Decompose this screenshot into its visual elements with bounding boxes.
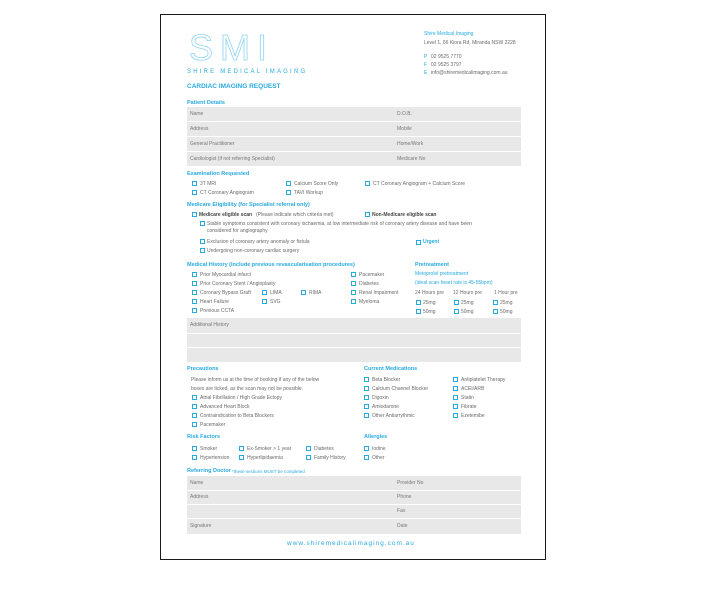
- history-checkbox[interactable]: [192, 290, 197, 295]
- additional-history-label: Additional History: [190, 322, 229, 328]
- medication-label: Antiplatelet Therapy: [461, 377, 506, 383]
- history-label: Heart Failure: [200, 299, 229, 305]
- metoprolol-note: (ideal scan heart rate is 45-55bpm): [415, 280, 493, 286]
- patient-details-heading: Patient Details: [187, 100, 225, 106]
- dose-checkbox[interactable]: [493, 309, 498, 314]
- history-label: Diabetes: [359, 281, 379, 287]
- history-checkbox[interactable]: [351, 272, 356, 277]
- history-label: Prior Myocardial infarct: [200, 272, 252, 278]
- urgent-label: Urgent: [423, 239, 440, 245]
- dose-label: 25mg: [461, 300, 474, 306]
- medication-checkbox[interactable]: [453, 386, 458, 391]
- graft-rima-label: RIMA: [309, 290, 322, 296]
- request-form-sheet: [160, 14, 546, 560]
- risk-label: Diabetes: [314, 446, 334, 452]
- medicare-eligible-checkbox[interactable]: [192, 212, 197, 217]
- doctor-fax-field[interactable]: Fax: [397, 508, 406, 514]
- risk-checkbox[interactable]: [306, 446, 311, 451]
- allergy-checkbox[interactable]: [364, 446, 369, 451]
- dose-checkbox[interactable]: [454, 309, 459, 314]
- allergy-label: Other: [372, 455, 385, 461]
- fax-label: F: [424, 62, 428, 68]
- urgent-checkbox[interactable]: [416, 240, 421, 245]
- medication-label: Beta Blocker: [372, 377, 401, 383]
- doctor-phone-field[interactable]: Phone: [397, 494, 412, 500]
- criteria-surgery-label: Undergoing non-coronary cardiac surgery: [207, 248, 300, 254]
- history-checkbox[interactable]: [351, 281, 356, 286]
- precaution-checkbox[interactable]: [192, 404, 197, 409]
- provider-no-field[interactable]: Provider No: [397, 480, 424, 486]
- exam-ctca-calcium-checkbox[interactable]: [365, 181, 370, 186]
- allergy-label: Iodine: [372, 446, 386, 452]
- medication-checkbox[interactable]: [364, 404, 369, 409]
- precaution-label: Pacemaker: [200, 422, 226, 428]
- precaution-label: Contraindication to Beta Blockers: [200, 413, 274, 419]
- risk-label: Hypertension: [200, 455, 230, 461]
- precautions-heading: Precautions: [187, 366, 219, 372]
- dob-field[interactable]: D.O.B.: [397, 111, 413, 117]
- fax-value: 02 9525 3797: [431, 62, 462, 68]
- risk-checkbox[interactable]: [192, 455, 197, 460]
- history-checkbox[interactable]: [192, 308, 197, 313]
- medication-label: ACEI/ARB: [461, 386, 485, 392]
- medication-checkbox[interactable]: [453, 404, 458, 409]
- phone-label: P: [424, 54, 428, 60]
- dose-checkbox[interactable]: [416, 309, 421, 314]
- history-checkbox[interactable]: [192, 281, 197, 286]
- precaution-checkbox[interactable]: [192, 413, 197, 418]
- criteria-stable-label: Stable symptoms consistent with coronary ischaemia, at low intermediate risk of coronary artery disease and have been: [207, 221, 472, 227]
- exam-label: 3T MRI: [200, 181, 217, 187]
- graft-lima-checkbox[interactable]: [262, 290, 267, 295]
- pre-12h-label: 12 Hours pre: [453, 290, 482, 296]
- medication-label: Statin: [461, 395, 474, 401]
- address-field[interactable]: Address: [190, 126, 209, 132]
- medication-checkbox[interactable]: [364, 377, 369, 382]
- medication-label: Ezetemibe: [461, 413, 485, 419]
- referring-note: *these sections MUST be completed: [232, 469, 305, 474]
- medications-heading: Current Medications: [364, 366, 418, 372]
- medication-checkbox[interactable]: [364, 395, 369, 400]
- criteria-stable-label-2: considered for angiography: [207, 228, 268, 234]
- precautions-intro-2: boxes are ticked, as the scan may not be possible.: [191, 386, 304, 392]
- referring-heading: Referring Doctor: [187, 468, 231, 474]
- medicare-eligible-note: (Please indicate which criteria met): [256, 212, 334, 218]
- dose-label: 50mg: [500, 309, 513, 315]
- dose-checkbox[interactable]: [454, 300, 459, 305]
- email-value[interactable]: info@shiremedicalimaging.com.au: [431, 70, 508, 76]
- medication-label: Amiodarone: [372, 404, 399, 410]
- history-label: Prior Coronary Stent / Angioplasty: [200, 281, 276, 287]
- medicare-no-field[interactable]: Medicare No: [397, 156, 426, 162]
- email-label: E: [424, 70, 428, 76]
- exam-ctca-checkbox[interactable]: [192, 190, 197, 195]
- mobile-field[interactable]: Mobile: [397, 126, 412, 132]
- medication-checkbox[interactable]: [364, 413, 369, 418]
- medication-label: Fibrate: [461, 404, 477, 410]
- graft-svg-checkbox[interactable]: [262, 299, 267, 304]
- name-field[interactable]: Name: [190, 111, 204, 117]
- metoprolol-label: Metoprolol pretreatment: [415, 271, 469, 277]
- history-label: Previous CCTA: [200, 308, 235, 314]
- history-label: Pacemaker: [359, 272, 385, 278]
- doctor-address-field[interactable]: Address: [190, 494, 209, 500]
- medication-checkbox[interactable]: [364, 386, 369, 391]
- medicare-eligible-label: Medicare eligible scan: [199, 212, 253, 218]
- risk-heading: Risk Factors: [187, 434, 221, 440]
- medication-label: Other Antiarrythmic: [372, 413, 415, 419]
- risk-label: Smoker: [200, 446, 218, 452]
- medication-label: Digoxin: [372, 395, 389, 401]
- risk-label: Family History: [314, 455, 346, 461]
- history-checkbox[interactable]: [351, 299, 356, 304]
- allergies-heading: Allergies: [364, 434, 388, 440]
- medication-label: Calcium Channel Blocker: [372, 386, 429, 392]
- risk-checkbox[interactable]: [192, 446, 197, 451]
- risk-label: Hyperlipidaemia: [247, 455, 283, 461]
- risk-checkbox[interactable]: [239, 455, 244, 460]
- risk-checkbox[interactable]: [306, 455, 311, 460]
- company-address: Level 1, 66 Kiora Rd, Miranda NSW 2228: [424, 40, 516, 46]
- criteria-stable-checkbox[interactable]: [200, 221, 205, 226]
- doctor-name-field[interactable]: Name: [190, 480, 204, 486]
- risk-label: Ex-Smoker > 1 year: [247, 446, 292, 452]
- exam-label: CT Coronary Angiogram: [200, 190, 254, 196]
- graft-lima-label: LIMA: [270, 290, 282, 296]
- precaution-label: Advanced Heart Block: [200, 404, 250, 410]
- precaution-checkbox[interactable]: [192, 422, 197, 427]
- history-heading: Medical History (include previous revascularisation procedures): [187, 262, 355, 268]
- history-label: Coronary Bypass Graft: [200, 290, 251, 296]
- logo-name: SHIRE MEDICAL IMAGING: [187, 69, 308, 75]
- non-medicare-checkbox[interactable]: [365, 212, 370, 217]
- medication-checkbox[interactable]: [453, 377, 458, 382]
- allergy-checkbox[interactable]: [364, 455, 369, 460]
- exam-3t-mri-checkbox[interactable]: [192, 181, 197, 186]
- exam-label: TAVI Workup: [294, 190, 323, 196]
- history-checkbox[interactable]: [192, 299, 197, 304]
- cardiologist-field[interactable]: Cardiologist (if not referring Specialist): [190, 156, 275, 162]
- pre-1h-label: 1 Hour pre: [494, 290, 518, 296]
- company-name: Shire Medical Imaging: [424, 31, 474, 37]
- dose-checkbox[interactable]: [416, 300, 421, 305]
- history-label: Renal Impairment: [359, 290, 399, 296]
- graft-rima-checkbox[interactable]: [301, 290, 306, 295]
- dose-checkbox[interactable]: [493, 300, 498, 305]
- criteria-anomaly-label: Exclusion of coronary artery anomaly or fistula: [207, 239, 310, 245]
- risk-checkbox[interactable]: [239, 446, 244, 451]
- precautions-intro: Please inform us at the time of booking if any of the below: [191, 377, 320, 383]
- pretreatment-heading: Pretreatment: [415, 262, 449, 268]
- dose-label: 25mg: [423, 300, 436, 306]
- smi-logo-icon: SMI: [189, 27, 275, 68]
- date-field[interactable]: Date: [397, 523, 408, 529]
- precaution-label: Atrial Fibrillation / High Grade Ectopy: [200, 395, 282, 401]
- eligibility-heading: Medicare Eligibility (for Specialist referral only): [187, 202, 310, 208]
- additional-history-field[interactable]: [187, 318, 521, 362]
- medication-checkbox[interactable]: [453, 395, 458, 400]
- exam-label: CT Coronary Angiogram + Calcium Score: [373, 181, 466, 187]
- exam-tavi-checkbox[interactable]: [286, 190, 291, 195]
- exam-label: Calcium Score Only: [294, 181, 339, 187]
- exam-heading: Examination Requested: [187, 171, 250, 177]
- form-title: CARDIAC IMAGING REQUEST: [187, 83, 281, 90]
- non-medicare-label: Non-Medicare eligible scan: [372, 212, 437, 218]
- dose-label: 25mg: [500, 300, 513, 306]
- dose-label: 50mg: [423, 309, 436, 315]
- exam-calcium-checkbox[interactable]: [286, 181, 291, 186]
- website-link[interactable]: www.shiremedicalimaging.com.au: [287, 540, 415, 547]
- criteria-anomaly-checkbox[interactable]: [200, 239, 205, 244]
- signature-field[interactable]: Signature: [190, 523, 212, 529]
- history-checkbox[interactable]: [351, 290, 356, 295]
- graft-svg-label: SVG: [270, 299, 281, 305]
- criteria-surgery-checkbox[interactable]: [200, 248, 205, 253]
- referring-fields-bg: [187, 476, 521, 534]
- medication-checkbox[interactable]: [453, 413, 458, 418]
- history-checkbox[interactable]: [192, 272, 197, 277]
- phone-value: 02 9525 7770: [431, 54, 462, 60]
- history-label: Myeloma: [359, 299, 380, 305]
- home-work-field[interactable]: Home/Work: [397, 141, 424, 147]
- pre-24h-label: 24 Hours pre: [415, 290, 444, 296]
- dose-label: 50mg: [461, 309, 474, 315]
- precaution-checkbox[interactable]: [192, 395, 197, 400]
- gp-field[interactable]: General Practitioner: [190, 141, 235, 147]
